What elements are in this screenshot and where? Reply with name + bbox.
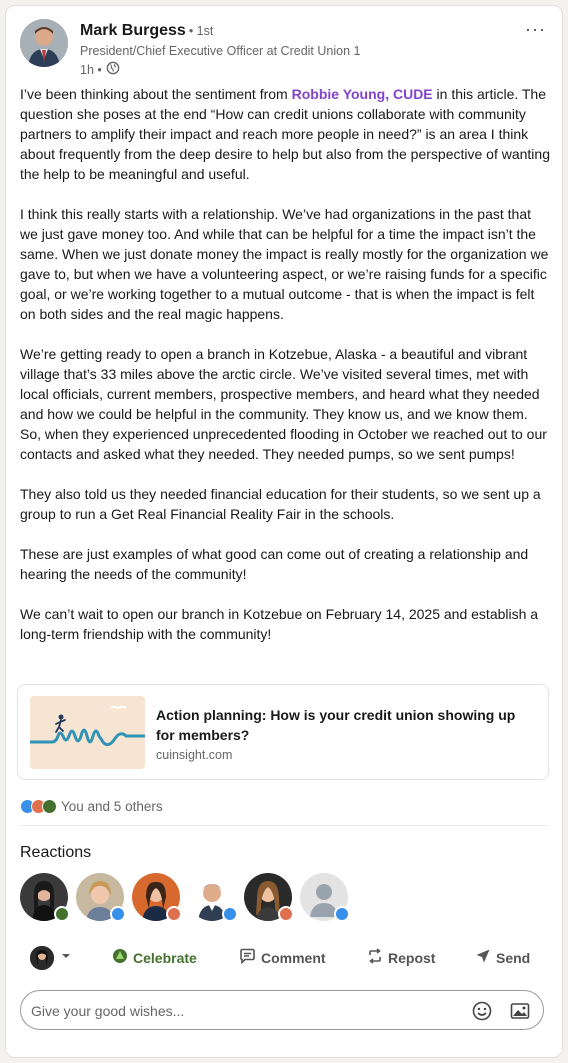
body-text-segment: I’ve been thinking about the sentiment from — [20, 86, 292, 102]
like-icon — [334, 906, 350, 922]
author-name-text[interactable]: Mark Burgess — [80, 22, 186, 39]
chevron-down-icon — [60, 949, 72, 967]
reactor-avatar-5[interactable] — [244, 873, 292, 921]
like-icon — [222, 906, 238, 922]
post-body — [20, 84, 550, 664]
reactor-avatar-6[interactable] — [300, 873, 348, 921]
reaction-summary-icons — [20, 799, 53, 814]
reactor-avatar-1[interactable] — [20, 873, 68, 921]
article-title[interactable]: Action planning: How is your credit union showing up for members? — [156, 707, 516, 743]
reactions-heading: Reactions — [20, 844, 92, 861]
globe-icon — [106, 61, 120, 78]
send-icon — [475, 948, 491, 967]
connection-degree: • 1st — [188, 24, 214, 38]
body-text-segment: in this article. The question she poses at the end “How can credit unions collaborate with community partners to amplify their impact and reach more people in need?” is an area I think about frequently from the deep desire to help but also from the perspective of wanting the help to be meaningful and useful. — [20, 86, 550, 182]
avatar — [30, 946, 54, 970]
send-button[interactable] — [475, 948, 530, 967]
celebrate-button[interactable] — [112, 948, 197, 967]
image-icon[interactable] — [509, 1000, 531, 1022]
celebrate-icon — [42, 799, 57, 814]
celebrate-icon — [54, 906, 70, 922]
repost-label: Repost — [388, 949, 436, 966]
reactor-avatar-4[interactable] — [188, 873, 236, 921]
body-paragraph-4: They also told us they needed financial education for their students, so we sent up a group to run a Get Real Financial Reality Fair in the schools. — [20, 486, 541, 522]
like-icon — [110, 906, 126, 922]
post-header — [20, 19, 548, 83]
more-options-button[interactable]: ··· — [525, 19, 546, 39]
post-meta — [80, 61, 120, 78]
emoji-icon[interactable] — [471, 1000, 493, 1022]
divider — [20, 825, 548, 826]
comment-input[interactable] — [31, 1000, 451, 1022]
author-name[interactable] — [80, 22, 213, 40]
body-paragraph-3: We’re getting ready to open a branch in Kotzebue, Alaska - a beautiful and vibrant village that’s 33 miles above the arctic circle. We’ve visited several times, met with local officials, current members, prospective members, and heard what they needed and how we could be helpful in the community. They know us, and we know them. So, when they experienced unprecedented flooding in October we reached out to our contacts and asked what they needed. They needed pumps, so we sent pumps! — [20, 346, 547, 462]
article-source: cuinsight.com — [156, 748, 233, 762]
celebrate-label: Celebrate — [133, 949, 197, 966]
article-thumbnail — [30, 696, 145, 769]
comment-button[interactable] — [239, 948, 326, 967]
reactor-list — [20, 873, 348, 921]
comment-label: Comment — [261, 949, 326, 966]
post-time: 1h • — [80, 62, 102, 77]
love-icon — [166, 906, 182, 922]
body-paragraph-1 — [20, 84, 550, 184]
comment-composer — [20, 990, 544, 1030]
mention-link[interactable]: Robbie Young, CUDE — [291, 86, 433, 102]
body-paragraph-6: We can’t wait to open our branch in Kotzebue on February 14, 2025 and establish a long-term friendship with the community! — [20, 606, 539, 642]
article-preview[interactable] — [17, 684, 549, 780]
body-paragraph-2: I think this really starts with a relationship. We’ve had organizations in the past that we just gave money too. And while that can be helpful for a time the impact isn’t the same. When we just donate money the impact is really mostly for the organization we gave to, but when we have a volunteering aspect, or we’re raising funds for a specific goal, or we’re working together to a mutual outcome - that is when the impact is felt on both sides and the real magic happens. — [20, 206, 549, 322]
reactor-avatar-2[interactable] — [76, 873, 124, 921]
repost-icon — [367, 948, 383, 967]
reaction-identity-selector[interactable] — [30, 946, 72, 970]
social-counts[interactable] — [20, 799, 163, 814]
author-avatar[interactable] — [20, 19, 68, 67]
reaction-count-text[interactable]: You and 5 others — [61, 799, 163, 814]
body-paragraph-5: These are just examples of what good can come out of creating a relationship and hearing the needs of the community! — [20, 546, 529, 582]
comment-icon — [239, 948, 256, 967]
action-bar — [20, 944, 548, 972]
celebrate-icon — [112, 948, 128, 967]
post-card — [5, 5, 563, 1058]
love-icon — [278, 906, 294, 922]
reactor-avatar-3[interactable] — [132, 873, 180, 921]
repost-button[interactable] — [367, 948, 435, 967]
send-label: Send — [496, 949, 531, 966]
author-headline: President/Chief Executive Officer at Credit Union 1 — [80, 44, 361, 58]
